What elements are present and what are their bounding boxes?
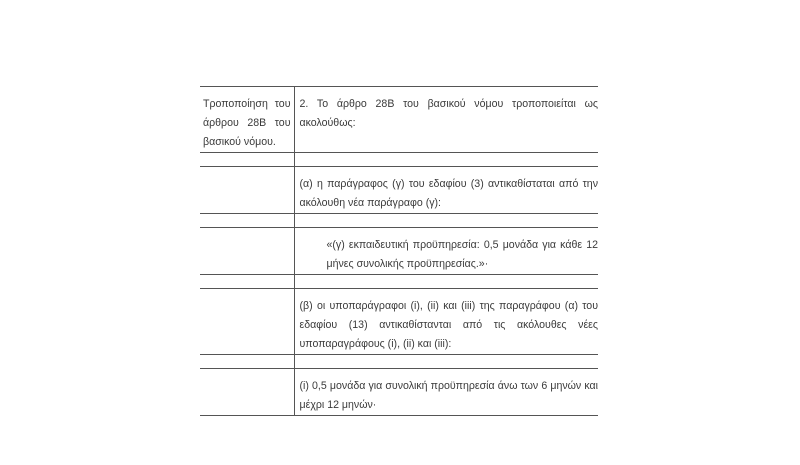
table-row [200,275,598,289]
article-text-cell [294,228,598,275]
empty-cell [200,228,294,275]
article-text-cell [294,167,598,214]
margin-note-cell [200,87,294,153]
table-row [200,355,598,369]
paragraph-b: (β) οι υποπαράγραφοι (i), (ii) και (iii) της παραγράφου (α) του εδαφίου (13) αντικαθίστανται από τις ακόλουθες νέες υποπαραγράφους (i), (ii) και (iii): [299,300,598,350]
empty-cell [294,153,598,167]
subparagraph-i: (i) 0,5 μονάδα για συνολική προϋπηρεσία άνω των 6 μηνών και μέχρι 12 μηνών· [299,380,598,411]
paragraph-a: (α) η παράγραφος (γ) του εδαφίου (3) αντικαθίσταται από την ακόλουθη νέα παράγραφο (γ): [299,178,598,209]
empty-cell [294,214,598,228]
article-heading: 2. Το άρθρο 28Β του βασικού νόμου τροποποιείται ως ακολούθως: [299,98,598,129]
margin-note: Τροποποίηση του άρθρου 28Β του βασικού νόμου. [203,98,291,148]
empty-cell [200,275,294,289]
empty-cell [200,167,294,214]
empty-cell [200,289,294,355]
table-row [200,153,598,167]
table-row [200,228,598,275]
table-row [200,167,598,214]
table-row [200,87,598,153]
amendment-table [200,86,598,416]
article-text-cell [294,289,598,355]
empty-cell [200,153,294,167]
empty-cell [294,355,598,369]
quoted-paragraph-g: «(γ) εκπαιδευτική προϋπηρεσία: 0,5 μονάδα για κάθε 12 μήνες συνολικής προϋπηρεσίας.»· [326,239,598,270]
article-text-cell [294,87,598,153]
article-text-cell [294,369,598,416]
table-row [200,289,598,355]
table-row [200,369,598,416]
empty-cell [200,369,294,416]
empty-cell [200,355,294,369]
table-row [200,214,598,228]
empty-cell [294,275,598,289]
empty-cell [200,214,294,228]
